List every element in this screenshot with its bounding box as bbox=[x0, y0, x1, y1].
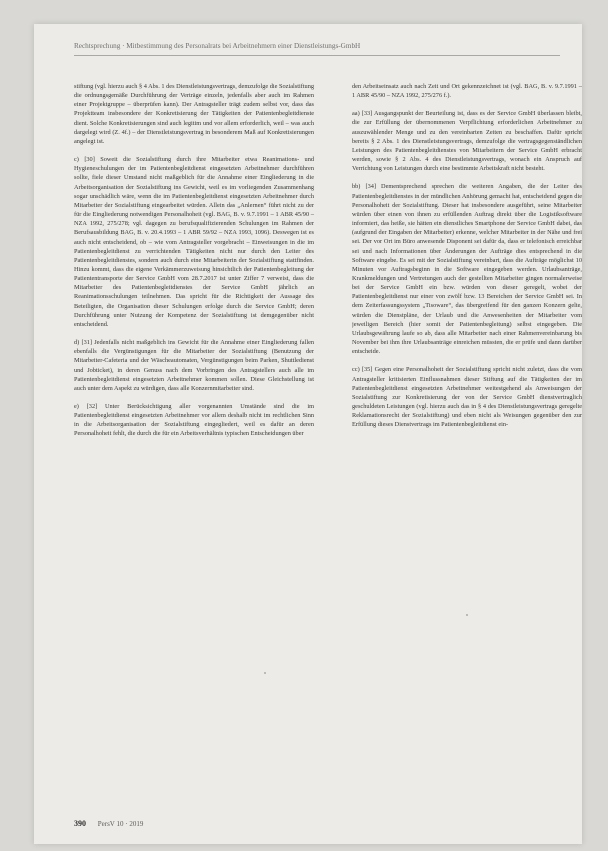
paragraph bbox=[74, 338, 314, 393]
paragraph bbox=[352, 109, 582, 173]
paragraph-marker: bb) bbox=[352, 183, 361, 191]
right-column bbox=[352, 82, 582, 818]
paragraph-text: [31] Jedenfalls nicht maßgeblich ins Gewicht für die Annahme einer Eingliederung fallen ebenfalls die Vergünstigungen für die Mitarbeiter der Sozialstiftung (Benutzung der Mitarbeiter-Cafeteria und der Wäscheautomaten, Vergünstigungen beim Parken, Shuttledienst und Jobticket), in deren Genuss nach dem Vorbringen des Antragstellers auch alle im Patientenbegleitdienst eingesetzten Arbeitnehmer kommen sollen. Diese Gleichstellung ist auch unter dem Aspekt zu würdigen, dass alle Konzernmitarbeiter sind. bbox=[74, 339, 314, 392]
paragraph bbox=[352, 182, 582, 356]
page-footer bbox=[74, 819, 143, 828]
paragraph-marker: aa) bbox=[352, 110, 360, 118]
paragraph bbox=[74, 82, 314, 146]
running-header: Rechtsprechung · Mitbestimmung des Personalrats bei Arbeitnehmern einer Dienstleistungs-GmbH bbox=[74, 42, 361, 50]
left-column bbox=[74, 82, 314, 818]
header-rule bbox=[74, 55, 560, 56]
paragraph-text: [35] Gegen eine Personalhoheit der Sozialstiftung spricht nicht zuletzt, dass die vom Antragsteller kritisierten Einflussnahmen dieser Stiftung auf die Tätigkeiten der im Patientenbegleitdienst eingesetzten Arbeitnehmer weitestgehend als Anweisungen der Sozialstiftung zur Konkretisierung der von der Service GmbH dienstvertraglich geschuldeten Leistungen (vgl. hierzu auch das in § 4 des Dienstleistungsvertrags geregelte Reklamationsrecht der Sozialstiftung) und eben nicht als Weisungen gegenüber den zur Erfüllung dieses Dienstvertrags im Patientenbegleitdienst ein- bbox=[352, 366, 582, 429]
paragraph-text: [32] Unter Berücksichtigung aller vorgenannten Umstände sind die im Patientenbegleitdienst eingesetzten Arbeitnehmer vor allem deshalb nicht im rechtlichen Sinn in die Arbeitsorganisation der Sozialstiftung eingegliedert, weil es dafür an deren Personalhoheit fehlt, die durch die für ein Arbeitsverhältnis typischen Entscheidungen über bbox=[74, 403, 314, 438]
paragraph-text: [30] Soweit die Sozialstiftung durch ihre Mitarbeiter etwa Reanimations- und Hygieneschulungen der im Patientenbegleitdienst eingesetzten Arbeitnehmer durchführen sollte, fiele dieser Umstand nicht maßgeblich für die Annahme einer Eingliederung in die Arbeitsorganisation der Sozialstiftung ins Gewicht, weil es im vorliegenden Zusammenhang sogar unschädlich wäre, wenn die im Patientenbegleitdienst eingesetzten Arbeitnehmer durch Mitarbeiter der Sozialstiftung eingearbeitet würden. Allein das „Anlernen“ führt nicht zu der für die Eingliederung notwendigen Personalhoheit (vgl. BAG, B. v. 9.7.1991 – 1 ABR 45/90 – NZA 1992, 275/278; vgl. dagegen zu berufsqualifizierenden Schulungen im Rahmen der Berufsausbildung BAG, B. v. 20.4.1993 – 1 ABR 59/92 – NZA 1993, 1096). Deswegen ist es auch nicht entscheidend, ob – wie vom Antragsteller vorgebracht – Einweisungen in die im Patientenbegleitdienst zu verrichtenden Tätigkeiten nicht nur durch den Leiter des Patientenbegleitdienstes, sondern auch durch eine Mitarbeiterin der Sozialstiftung stattfinden. Hinzu kommt, dass die eigene Verkämmerzuweisung hinsichtlich der Patientenbegleitung der Patiententransporte der Service GmbH vom 28.7.2017 ist unter Ziffer 7 verweist, dass die Mitarbeiter des Patientenbegleitdienstes der Service GmbH jährlich an Reanimationsschulungen teilnehmen. Das spricht für die Richtigkeit der Aussage des Beteiligten, die Organisation dieser Schulungen erfolge durch die Service GmbH; deren Durchführung unter Nutzung der Kompetenz der Sozialstiftung ist demgegenüber nicht entscheidend. bbox=[74, 156, 314, 328]
scan-speck bbox=[466, 614, 468, 616]
paragraph bbox=[74, 402, 314, 439]
document-page bbox=[34, 24, 582, 844]
paragraph bbox=[352, 82, 582, 100]
paragraph-marker: c) bbox=[74, 156, 79, 164]
paragraph-marker: e) bbox=[74, 403, 79, 410]
paragraph-text: stiftung (vgl. hierzu auch § 4 Abs. 1 des Dienstleistungsvertrags, demzufolge die Sozialstiftung die ordnungsgemäße Durchführung der Verträge einzeln, jedenfalls aber auch im Rahmen einer Projektgruppe – überprüfen kann). Der Antragsteller trägt zudem selbst vor, dass das Projektteam insbesondere der Konkretisierung der Tätigkeiten der Patientenbegleitdienste dient. Solche Konkretisierungen sind auch legitim und vor allem erforderlich, weil – was auch dargelegt wird (Z. 4f.) – der Dienstleistungsvertrag in besonderem Maß auf Konkretisierungen angelegt ist. bbox=[74, 83, 314, 145]
paragraph-marker: d) bbox=[74, 339, 80, 347]
paragraph-marker: cc) bbox=[352, 366, 360, 374]
paragraph-text: den Arbeitseinsatz auch nach Zeit und Ort gekennzeichnet ist (vgl. BAG, B. v. 9.7.1991 – 1 ABR 45/90 – NZA 1992, 275/276 f.). bbox=[352, 83, 582, 100]
page-number: 390 bbox=[74, 819, 86, 828]
scan-speck bbox=[264, 672, 266, 674]
paragraph-text: [34] Dementsprechend sprechen die weiteren Angaben, die der Leiter des Patientenbegleitdienstes in der mündlichen Anhörung gemacht hat, entscheidend gegen die Personalhoheit der Sozialstiftung. Dieser hat insbesondere ausgeführt, seine Mitarbeiter würden über einen von ihnen zu erfüllenden Auftrag direkt über die Logistiksoftware informiert, das heiße, sie hätten ein dienstliches Smartphone der Service GmbH dabei, das (aufgrund der Eingaben der Mitarbeiter) erkenne, welcher Mitarbeiter in der Nähe und frei sei. Der vor Ort im Büro anwesende Disponent sei dafür da, dass er telefonisch erreichbar sei und nach Informationen über Änderungen der Aufträge dies entsprechend in die Software eingebe. Es sei mit der Sozialstiftung vereinbart, dass die Aufträge möglichst 10 Minuten vor Auftragsbeginn in die Software eingegeben werden. Urlaubsanträge, Krankmeldungen und Vertretungen auch der gestellten Mitarbeiter gingen normalerweise bei der Service GmbH ein bzw. würden von dieser geregelt, wobei der Patientenbegleitdienst nur einer von zwölf bzw. 13 Bereichen der Service GmbH sei. In dem Zeiterfassungssystem „Tisoware“, das übergreifend für den ganzen Konzern gelte, würden die Dienstpläne, der Urlaub und die Anwesenheiten der Mitarbeiter vom jeweiligen Bereich (hier somit der Patientenbegleitung) selbst eingegeben. Die Urlaubsgewährung laufe so ab, dass alle Mitarbeiter nach einer Rahmenvereinbarung bis November bei ihm ihre Urlaubsanträge einreichen müssten, die er prüfe und dann darüber entscheide. bbox=[352, 183, 582, 356]
paragraph-text: [33] Ausgangspunkt der Beurteilung ist, dass es der Service GmbH überlassen bleibt, die zur Erfüllung der übernommenen Verpflichtung erforderlichen Arbeitnehmer zu auszuwählender Menge und zu den vereinbarten Zeiten zu beschaffen. Dafür spricht bereits § 2 Abs. 1 des Dienstleistungsvertrags, demzufolge die vertragsgegenständlichen Leistungen des Patientenbegleitdienstes von Mitarbeitern der Service GmbH erbracht werden, sowie § 2 Abs. 4 des Dienstleistungsvertrags, wonach ein Anspruch auf Verrichtung von Leistungen durch eine bestimmte Arbeitskraft nicht besteht. bbox=[352, 110, 582, 173]
paragraph bbox=[74, 155, 314, 329]
paragraph bbox=[352, 365, 582, 429]
issue-label: PersV 10 · 2019 bbox=[97, 820, 144, 828]
